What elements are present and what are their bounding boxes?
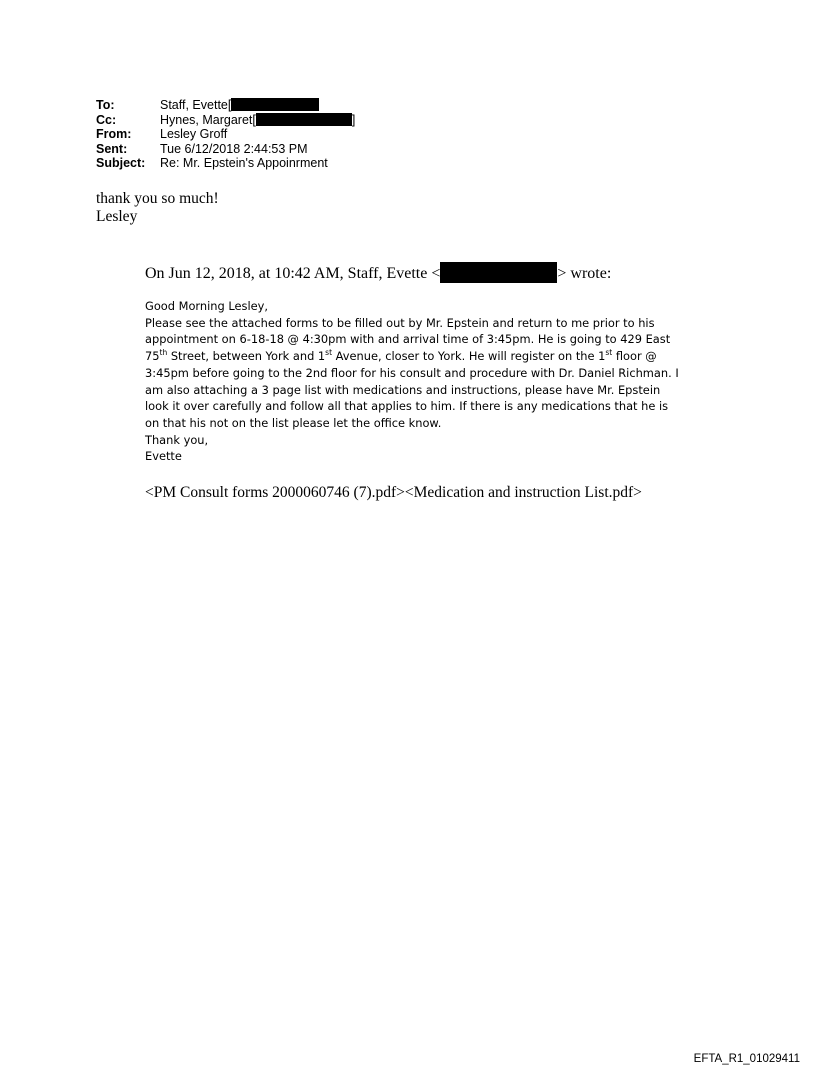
subject-value: Re: Mr. Epstein's Appoinrment [160,156,328,171]
cc-value: Hynes, Margaret[ [160,112,256,127]
reply-signature: Lesley [96,208,138,225]
sent-label: Sent: [96,141,128,156]
quote-header-prefix: On Jun 12, 2018, at 10:42 AM, Staff, Evette < [145,265,441,282]
attachments-line: <PM Consult forms 2000060746 (7).pdf><Medication and instruction List.pdf> [145,484,642,501]
to-label: To: [96,98,115,112]
to-row [96,98,355,113]
quoted-paragraph [145,315,685,432]
sent-value: Tue 6/12/2018 2:44:53 PM [160,141,308,156]
quoted-text: Street, between York and 1 [167,349,326,364]
quoted-message-header [145,262,611,283]
redaction-block [440,262,557,283]
subject-label: Subject: [96,156,146,171]
redaction-block [256,113,352,126]
quoted-text: Avenue, closer to York. He will register on the 1 [332,349,606,364]
from-row [96,127,355,142]
quoted-text: Please see the attached forms to be filled out by Mr. Epstein and return to me prior to his appointment on 6-18-18 @ 4:30pm with and arrival time of 3:45pm. He is going to 429 East 75 [145,315,671,364]
reply-body [96,190,219,226]
ordinal-suffix: st [605,348,613,358]
subject-row [96,156,355,171]
quoted-greeting: Good Morning Lesley, [145,299,268,313]
sent-row [96,142,355,157]
reply-line: thank you so much! [96,190,219,207]
to-value: Staff, Evette[ [160,98,232,112]
quoted-text: floor @ 3:45pm before going to the 2nd floor for his consult and procedure with Dr. Daniel Richman. I am also attaching a 3 page list with medications and instructions, please have Mr. Epstein look it over carefully and follow all that applies to him. If there is any medications that he is on that his not on the list please let the office know. [145,349,679,430]
from-value: Lesley Groff [160,127,228,142]
email-header [96,98,355,171]
quoted-closing: Thank you, [145,432,209,447]
cc-row [96,113,355,128]
quoted-signature: Evette [145,449,182,464]
document-id: EFTA_R1_01029411 [693,1053,800,1065]
quoted-message-body [145,298,685,465]
ordinal-suffix: th [159,348,168,358]
cc-close-bracket: ] [351,112,356,127]
quote-header-suffix: > wrote: [557,265,612,282]
ordinal-suffix: st [325,348,333,358]
redaction-block [231,98,319,111]
cc-label: Cc: [96,112,117,127]
from-label: From: [96,127,132,142]
